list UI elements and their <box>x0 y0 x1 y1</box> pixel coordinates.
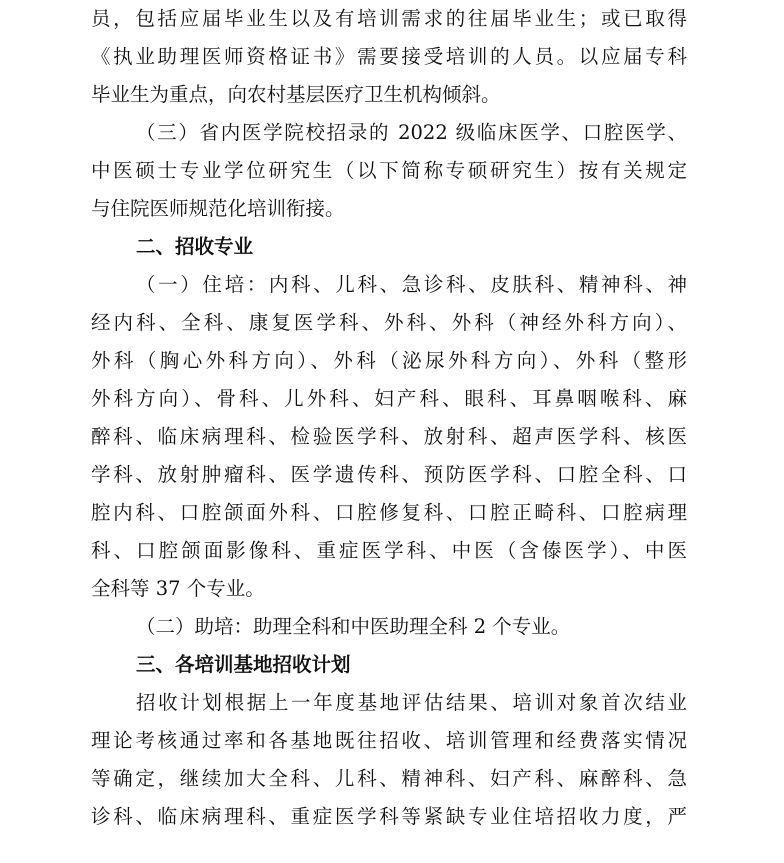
body-text-line: 全科等 37 个专业。 <box>91 577 265 600</box>
paragraph-item-3-line: （三）省内医学院校招录的 2022 级临床医学、口腔医学、 <box>136 121 687 144</box>
body-text-line: 毕业生为重点，向农村基层医疗卫生机构倾斜。 <box>91 83 501 106</box>
body-text-line: 科、口腔颌面影像科、重症医学科、中医（含傣医学）、中医 <box>91 539 687 562</box>
paragraph-item-1-line: （一）住培：内科、儿科、急诊科、皮肤科、精神科、神 <box>136 273 687 296</box>
body-text-line: 诊科、临床病理科、重症医学科等紧缺专业住培招收力度，严 <box>91 805 687 828</box>
body-text-line: 外科（胸心外科方向）、外科（泌尿外科方向）、外科（整形 <box>91 349 687 372</box>
body-text-line: 中医硕士专业学位研究生（以下简称专硕研究生）按有关规定 <box>91 159 687 182</box>
body-text-line: 员，包括应届毕业生以及有培训需求的往届毕业生；或已取得 <box>91 7 687 30</box>
paragraph-plan-line: 招收计划根据上一年度基地评估结果、培训对象首次结业 <box>136 691 687 714</box>
body-text-line: 腔内科、口腔颌面外科、口腔修复科、口腔正畸科、口腔病理 <box>91 501 687 524</box>
body-text-line: 外科方向）、骨科、儿外科、妇产科、眼科、耳鼻咽喉科、麻 <box>91 387 687 410</box>
body-text-line: 等确定，继续加大全科、儿科、精神科、妇产科、麻醉科、急 <box>91 767 687 790</box>
paragraph-item-2-line: （二）助培：助理全科和中医助理全科 2 个专业。 <box>136 615 571 638</box>
body-text-line: 与住院医师规范化培训衔接。 <box>91 197 345 220</box>
body-text-line: 《执业助理医师资格证书》需要接受培训的人员。以应届专科 <box>91 45 687 68</box>
body-text-line: 理论考核通过率和各基地既往招收、培训管理和经费落实情况 <box>91 729 687 752</box>
section-heading-majors: 二、招收专业 <box>136 235 254 258</box>
section-heading-plans: 三、各培训基地招收计划 <box>136 653 351 676</box>
body-text-line: 学科、放射肿瘤科、医学遗传科、预防医学科、口腔全科、口 <box>91 463 687 486</box>
body-text-line: 醉科、临床病理科、检验医学科、放射科、超声医学科、核医 <box>91 425 687 448</box>
body-text-line: 经内科、全科、康复医学科、外科、外科（神经外科方向）、 <box>91 311 687 334</box>
